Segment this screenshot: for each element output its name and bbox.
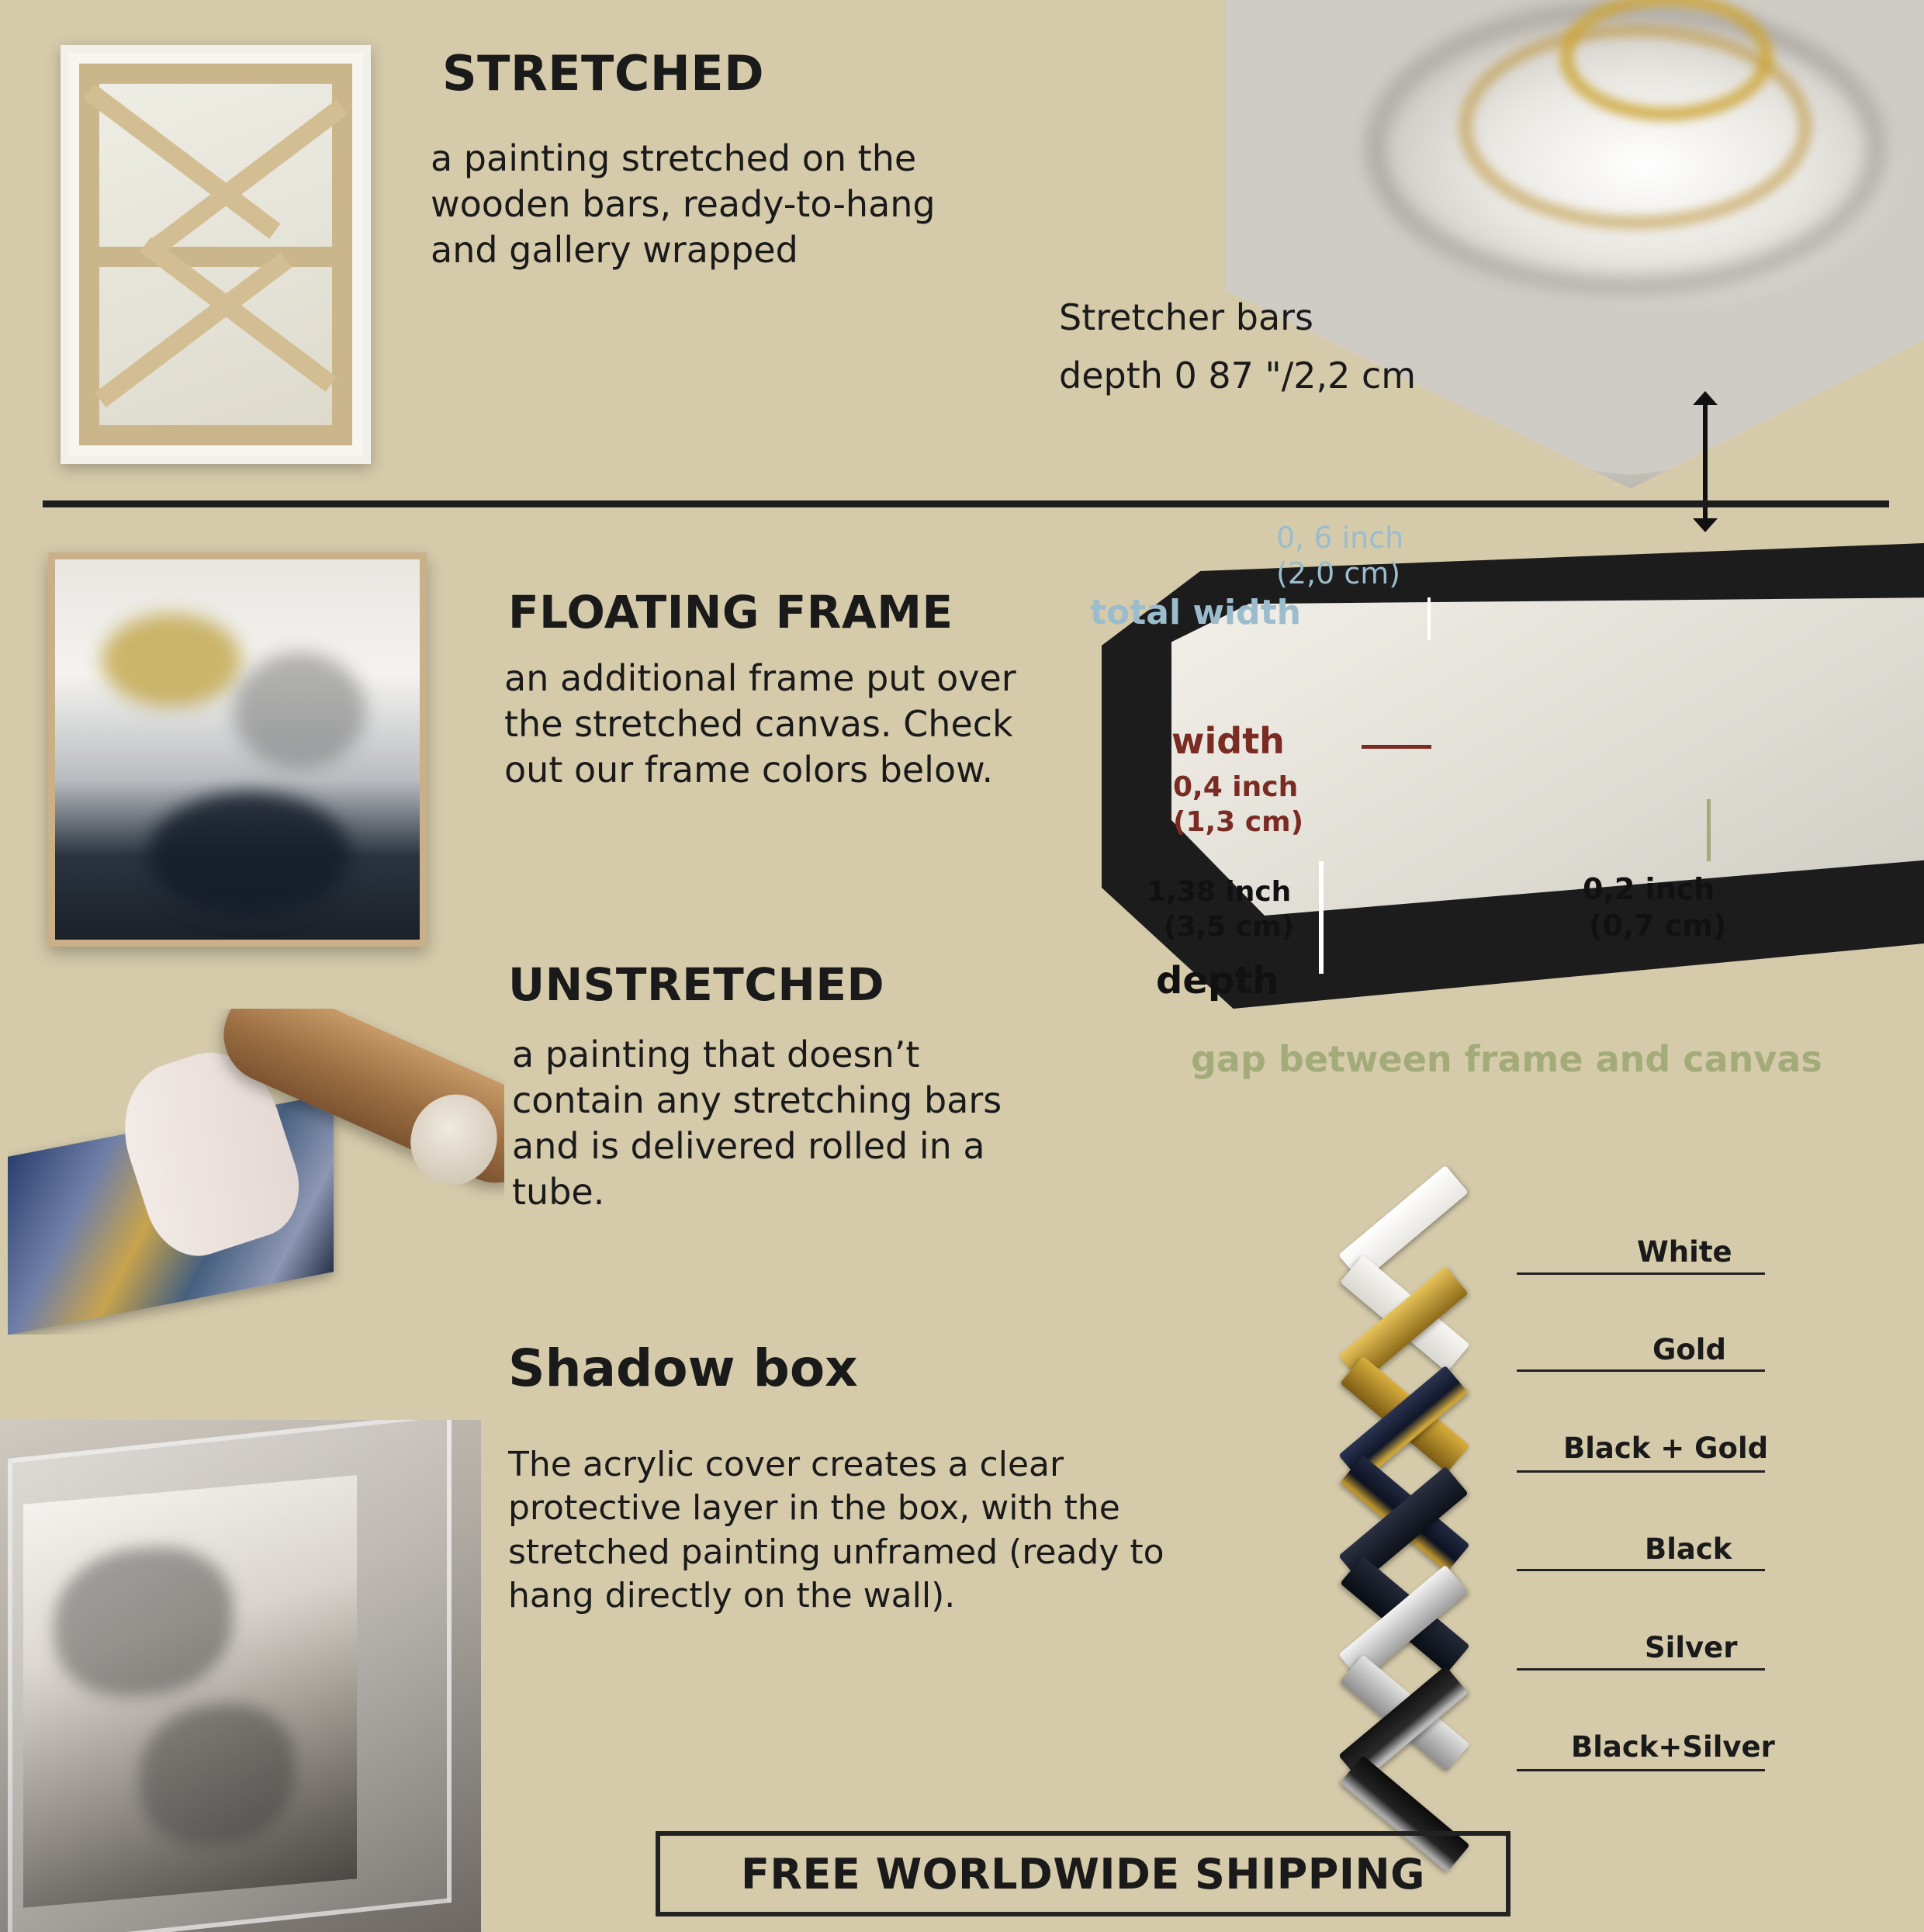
stretched-canvas-back-photo <box>61 45 371 464</box>
total-width-value-line1: 0, 6 inch <box>1276 521 1404 555</box>
canvas-outer-edge <box>68 53 363 456</box>
floating-frame-body: an additional frame put over the stretched canvas. Check out our frame colors below. <box>504 657 1016 791</box>
gap-guide-line <box>1707 799 1711 861</box>
free-shipping-banner <box>656 1831 1510 1916</box>
paint-accent-grey <box>234 653 365 769</box>
total-width-value-line2: (2,0 cm) <box>1276 556 1401 590</box>
floating-frame-painting-photo <box>48 552 427 947</box>
stretched-painting-corner-photo <box>1226 0 1924 489</box>
width-value-line2: (1,3 cm) <box>1173 806 1304 838</box>
total-width-label: total width <box>1090 593 1301 632</box>
frame-sample-label-silver: Silver <box>1645 1631 1738 1664</box>
depth-label: depth <box>1156 959 1279 1002</box>
frame-leader-gold <box>1517 1369 1765 1372</box>
frame-sample-label-white: White <box>1637 1235 1732 1269</box>
stretched-title: STRETCHED <box>442 45 765 102</box>
frame-sample-label-gold: Gold <box>1652 1333 1726 1366</box>
frame-sample-label-black: Black <box>1645 1532 1732 1566</box>
shadow-box-photo <box>0 1420 481 1932</box>
frame-leader-white <box>1517 1272 1765 1275</box>
depth-value-line2: (3,5 cm) <box>1164 911 1295 943</box>
frame-sample-label-black-gold: Black + Gold <box>1563 1432 1769 1465</box>
depth-guide-line <box>1319 861 1324 974</box>
frame-sample-black-silver[interactable] <box>1350 1711 1528 1827</box>
stretched-body: a painting stretched on the wooden bars, ready-to-hang and gallery wrapped <box>431 137 936 271</box>
depth-value-line1: 1,38 inch <box>1147 876 1292 908</box>
frame-leader-silver <box>1517 1668 1765 1671</box>
free-shipping-text: FREE WORLDWIDE SHIPPING <box>741 1849 1425 1899</box>
frame-sample-label-black-silver: Black+Silver <box>1571 1730 1775 1764</box>
stretcher-bars-label-line1: Stretcher bars <box>1059 296 1314 338</box>
total-width-guide-line <box>1427 597 1431 640</box>
paint-accent-gold <box>102 614 241 707</box>
frame-leader-black <box>1517 1569 1765 1571</box>
gap-value-line1: 0,2 inch <box>1583 872 1715 906</box>
gap-label: gap between frame and canvas <box>1191 1038 1822 1080</box>
paint-accent-dark <box>148 792 350 916</box>
frame-leader-black-gold <box>1517 1470 1765 1473</box>
width-label: width <box>1171 720 1285 762</box>
width-guide-line <box>1362 745 1431 749</box>
section-divider <box>43 500 1889 507</box>
gap-value-line2: (0,7 cm) <box>1589 909 1727 943</box>
width-value-line1: 0,4 inch <box>1173 771 1299 803</box>
unstretched-rolled-canvas-photo <box>8 1009 504 1335</box>
unstretched-body: a painting that doesn’t contain any stretching bars and is delivered rolled in a tube. <box>512 1034 1002 1213</box>
acrylic-cover <box>8 1420 452 1932</box>
unstretched-title: UNSTRETCHED <box>508 958 885 1011</box>
shadow-box-title: Shadow box <box>508 1338 858 1398</box>
shadow-box-body: The acrylic cover creates a clear protective layer in the box, with the stretched painting unframed (ready to hang directly on the wall). <box>508 1445 1164 1615</box>
floating-frame-title: FLOATING FRAME <box>508 586 953 639</box>
frame-leader-black-silver <box>1517 1769 1765 1771</box>
stretcher-bars-label-line2: depth 0 87 "/2,2 cm <box>1059 355 1417 396</box>
